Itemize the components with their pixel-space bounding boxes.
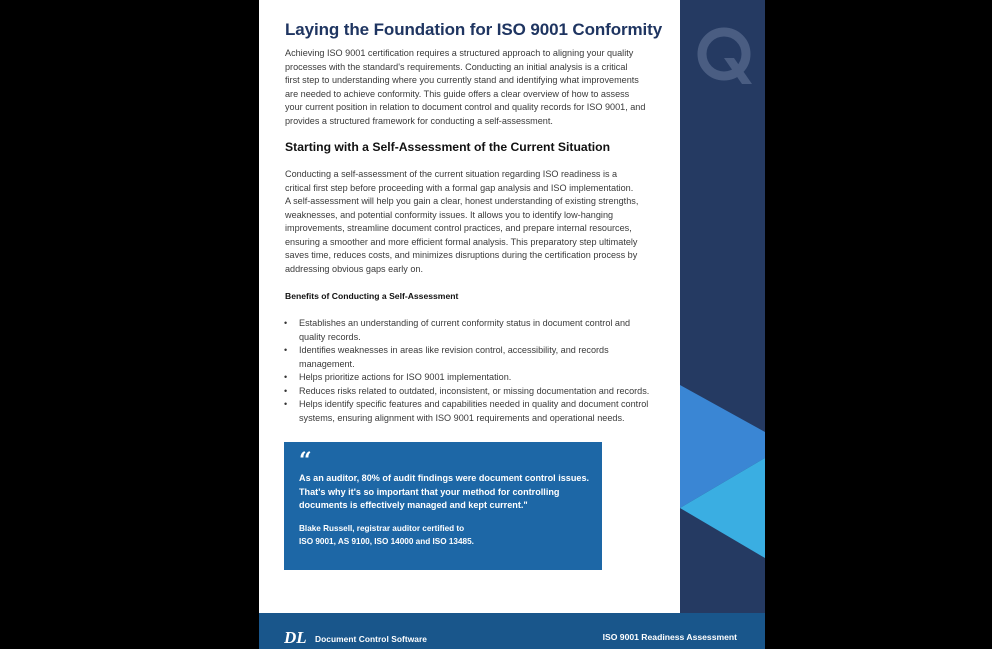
text-line: Reduces risks related to outdated, inconsistent, or missing documentation and records. <box>299 385 650 396</box>
list-item <box>284 344 664 371</box>
text-line: A self-assessment will help you gain a clear, honest understanding of existing strengths, <box>285 196 639 206</box>
text-line: addressing obvious gaps early on. <box>285 263 424 274</box>
text-line: Establishes an understanding of current conformity status in document control and <box>299 318 631 328</box>
benefits-heading: Benefits of Conducting a Self-Assessment <box>285 291 459 301</box>
bullet-icon: • <box>284 372 288 382</box>
bullet-icon: • <box>284 385 288 396</box>
benefits-list <box>284 317 664 425</box>
text-line: Conducting a self-assessment of the current situation regarding ISO readiness is a <box>285 169 618 179</box>
quote-mark-icon: “ <box>299 448 312 474</box>
text-line: first step to understanding where you currently stand and identifying what improvements <box>285 75 639 85</box>
list-item <box>284 371 664 385</box>
section-heading: Starting with a Self-Assessment of the Current Situation <box>285 140 611 154</box>
intro-paragraph <box>285 47 655 128</box>
text-line: As an auditor, 80% of audit findings were document control issues. <box>299 473 590 483</box>
text-line: saves time, reduces costs, and minimizes disruptions during the certification process by <box>285 250 638 260</box>
footer-document-title: ISO 9001 Readiness Assessment <box>602 632 737 642</box>
q-watermark-icon <box>702 32 752 84</box>
svg-text:DL: DL <box>284 629 307 645</box>
bullet-icon: • <box>284 345 288 355</box>
text-line: are needed to achieve conformity. This guide offers a clear overview of how to assess <box>285 88 630 99</box>
page-title: Laying the Foundation for ISO 9001 Conformity <box>285 20 663 39</box>
page-footer <box>259 613 765 649</box>
text-line: quality records. <box>299 331 361 342</box>
text-line: ISO 9001, AS 9100, ISO 14000 and ISO 13485. <box>299 536 474 546</box>
section-paragraph <box>285 168 655 276</box>
text-line: documents is effectively managed and kept current." <box>299 500 528 510</box>
text-line: Helps prioritize actions for ISO 9001 implementation. <box>299 372 512 382</box>
text-line: Blake Russell, registrar auditor certified to <box>299 524 465 533</box>
bullet-icon: • <box>284 399 288 409</box>
text-line: improvements, streamline document control practices, and prepare internal resources, <box>285 223 632 233</box>
text-line: That's why it's so important that your method for controlling <box>299 486 560 497</box>
text-line: systems, ensuring alignment with ISO 9001 requirements and operational needs. <box>299 412 625 423</box>
text-line: management. <box>299 358 355 369</box>
quote-text <box>299 472 589 513</box>
list-item <box>284 385 664 399</box>
text-line: provides a structured framework for conducting a self-assessment. <box>285 115 553 126</box>
text-line: critical first step before proceeding with a formal gap analysis and ISO implementation. <box>285 182 634 193</box>
footer-brand: Document Control Software <box>315 634 427 644</box>
text-line: Identifies weaknesses in areas like revision control, accessibility, and records <box>299 345 609 355</box>
text-line: your current position in relation to document control and quality records for ISO 9001, and <box>285 102 646 112</box>
dl-logo-icon <box>284 628 310 646</box>
list-item <box>284 398 664 425</box>
text-line: weaknesses, and potential conformity issues. It allows you to identify low-hanging <box>285 209 614 220</box>
bullet-icon: • <box>284 318 288 328</box>
decorative-sidebar <box>680 0 765 613</box>
sidebar-graphic <box>680 0 765 613</box>
list-item <box>284 317 664 344</box>
text-line: processes with the standard's requirements. Conducting an initial analysis is a critical <box>285 61 628 72</box>
text-line: ensuring a smoother and more efficient formal analysis. This preparatory step ultimately <box>285 236 638 247</box>
quote-attribution <box>299 523 474 548</box>
text-line: Helps identify specific features and capabilities needed in quality and document control <box>299 399 649 409</box>
text-line: Achieving ISO 9001 certification requires a structured approach to aligning your quality <box>285 48 634 58</box>
quote-box <box>284 442 602 570</box>
